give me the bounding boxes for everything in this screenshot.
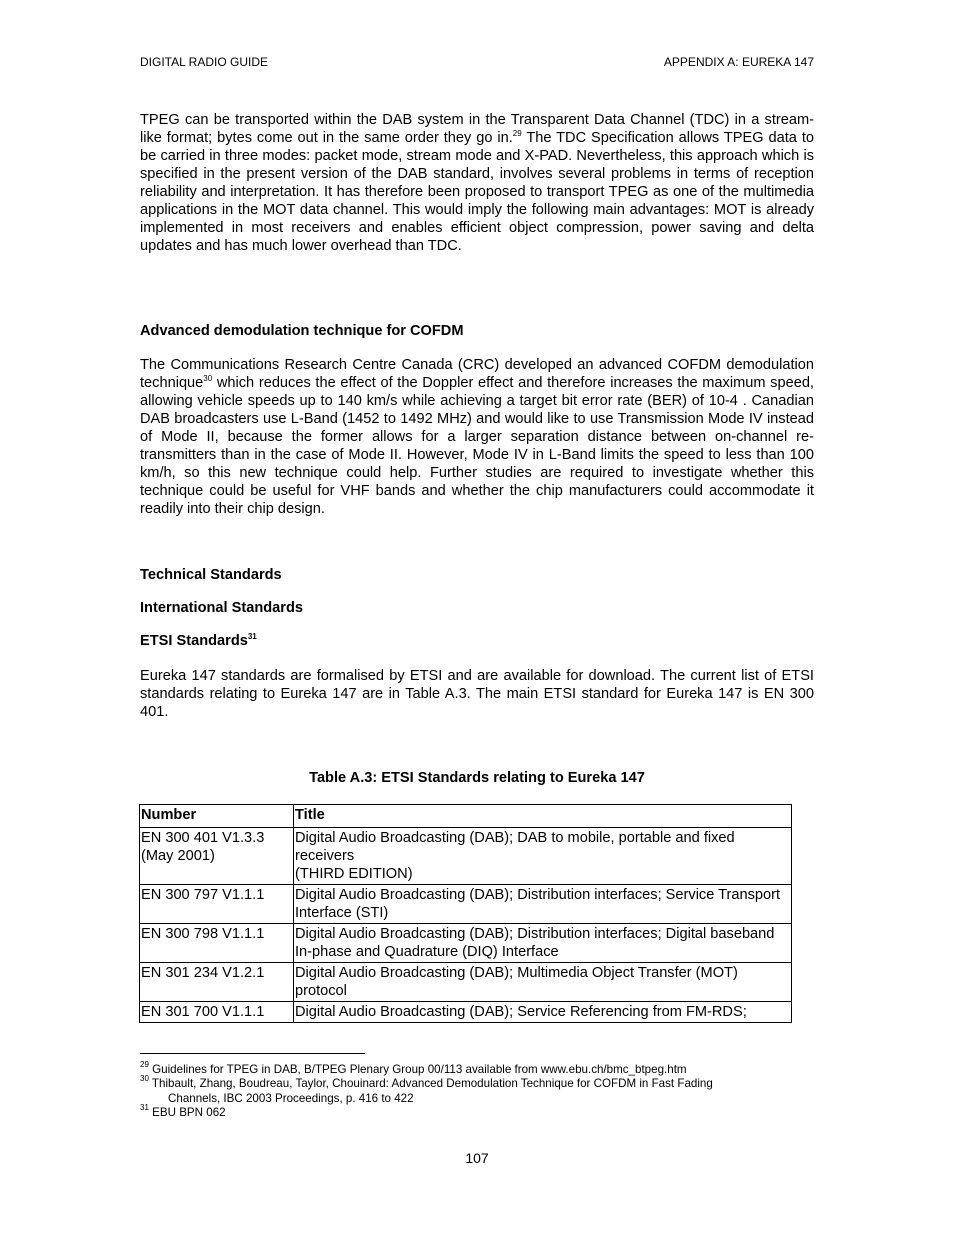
footnote-number: 30: [140, 1074, 149, 1084]
section-heading-cofdm: Advanced demodulation technique for COFDM: [140, 323, 464, 339]
header-section: APPENDIX A: EUREKA 147: [663, 55, 814, 69]
standard-title: [294, 828, 792, 885]
footnote-29: [140, 1060, 814, 1077]
footnote-30: [140, 1074, 814, 1106]
footnotes: [140, 1060, 814, 1120]
paragraph-text: TPEG can be transported within the DAB system in the Transparent Data Channel (TDC) in a stream-like format; bytes come out in the same order they go in.: [140, 112, 814, 146]
cell-line: EN 300 401 V1.3.3: [141, 830, 265, 846]
standard-title: Digital Audio Broadcasting (DAB); Service Referencing from FM-RDS;: [294, 1002, 792, 1023]
standard-number: EN 300 797 V1.1.1: [140, 885, 294, 924]
cell-line: (May 2001): [141, 848, 215, 864]
header-title: DIGITAL RADIO GUIDE: [140, 55, 269, 69]
table-row: [140, 924, 792, 963]
column-header-title: Title: [294, 805, 792, 828]
standard-title: Digital Audio Broadcasting (DAB); Distribution interfaces; Digital baseband In-phase and Quadrature (DIQ) Interface: [294, 924, 792, 963]
column-header-number: Number: [140, 805, 294, 828]
section-heading-etsi-standards: [140, 633, 257, 649]
footnote-ref-30[interactable]: 30: [203, 374, 213, 383]
standard-number: EN 301 700 V1.1.1: [140, 1002, 294, 1023]
standard-number: [140, 828, 294, 885]
standard-title: Digital Audio Broadcasting (DAB); Distribution interfaces; Service Transport Interface (STI): [294, 885, 792, 924]
cell-line: Digital Audio Broadcasting (DAB); DAB to mobile, portable and fixed receivers: [295, 830, 735, 864]
footnote-ref-29[interactable]: 29: [512, 129, 522, 138]
paragraph-text: The Communications Research Centre Canada (CRC) developed an advanced COFDM demodulation technique: [140, 357, 814, 391]
footnote-number: 31: [140, 1102, 149, 1112]
table-caption: Table A.3: ETSI Standards relating to Eureka 147: [309, 770, 645, 786]
footnote-text: Thibault, Zhang, Boudreau, Taylor, Chouinard: Advanced Demodulation Technique for COFDM in Fast Fading: [151, 1077, 713, 1091]
standard-title: Digital Audio Broadcasting (DAB); Multimedia Object Transfer (MOT) protocol: [294, 963, 792, 1002]
footnote-number: 29: [140, 1060, 149, 1069]
table-row: [140, 885, 792, 924]
footnote-ref-31[interactable]: 31: [247, 632, 257, 641]
paragraph-cofdm: [140, 356, 814, 518]
footnote-31: [140, 1102, 814, 1120]
heading-text: ETSI Standards: [140, 633, 248, 649]
paragraph-text: which reduces the effect of the Doppler effect and therefore increases the maximum speed, allowing vehicle speeds up to 140 km/s while achieving a target bit error rate (BER) of 10-4 . Canadian DAB broadcasters use L-Band (1452 to 1492 MHz) and would like to use Transmission Mode IV instead of Mode II, because the former allows for a larger separation distance between on-channel re-transmitters than in the case of Mode II. However, Mode IV in L-Band limits the speed to less than 100 km/h, so this new technique could help. Further studies are required to investigate whether this technique could be useful for VHF bands and whether the chip manufacturers could accommodate it readily into their chip design.: [140, 375, 814, 517]
table-header-row: [140, 805, 792, 828]
footnote-divider: [140, 1053, 365, 1054]
page-number: 107: [465, 1150, 489, 1166]
section-heading-technical-standards: Technical Standards: [140, 567, 282, 583]
section-heading-international-standards: International Standards: [140, 600, 303, 616]
standard-number: EN 300 798 V1.1.1: [140, 924, 294, 963]
table-row: [140, 828, 792, 885]
footnote-text: EBU BPN 062: [152, 1105, 226, 1119]
footnote-text-continued: Channels, IBC 2003 Proceedings, p. 416 to 422: [168, 1091, 414, 1105]
cell-line: (THIRD EDITION): [295, 866, 413, 882]
etsi-standards-table: [139, 804, 792, 1023]
paragraph-text: The TDC Specification allows TPEG data to be carried in three modes: packet mode, stream mode and X-PAD. Nevertheless, this approach which is specified in the present version of the DAB standard, involves several problems in terms of reception reliability and interpretation. It has therefore been proposed to transport TPEG as one of the multimedia applications in the MOT data channel. This would imply the following main advantages: MOT is already implemented in most receivers and enables efficient object compression, power saving and delta updates and has much lower overhead than TDC.: [140, 130, 814, 254]
paragraph-tpeg: [140, 111, 814, 255]
paragraph-etsi: Eureka 147 standards are formalised by ETSI and are available for download. The current list of ETSI standards relating to Eureka 147 are in Table A.3. The main ETSI standard for Eureka 147 is EN 300 401.: [140, 668, 814, 720]
footnote-text: Guidelines for TPEG in DAB, B/TPEG Plenary Group 00/113 available from www.ebu.ch/bmc_btpeg.htm: [152, 1063, 687, 1076]
standard-number: EN 301 234 V1.2.1: [140, 963, 294, 1002]
table-row: [140, 963, 792, 1002]
table-row: [140, 1002, 792, 1023]
